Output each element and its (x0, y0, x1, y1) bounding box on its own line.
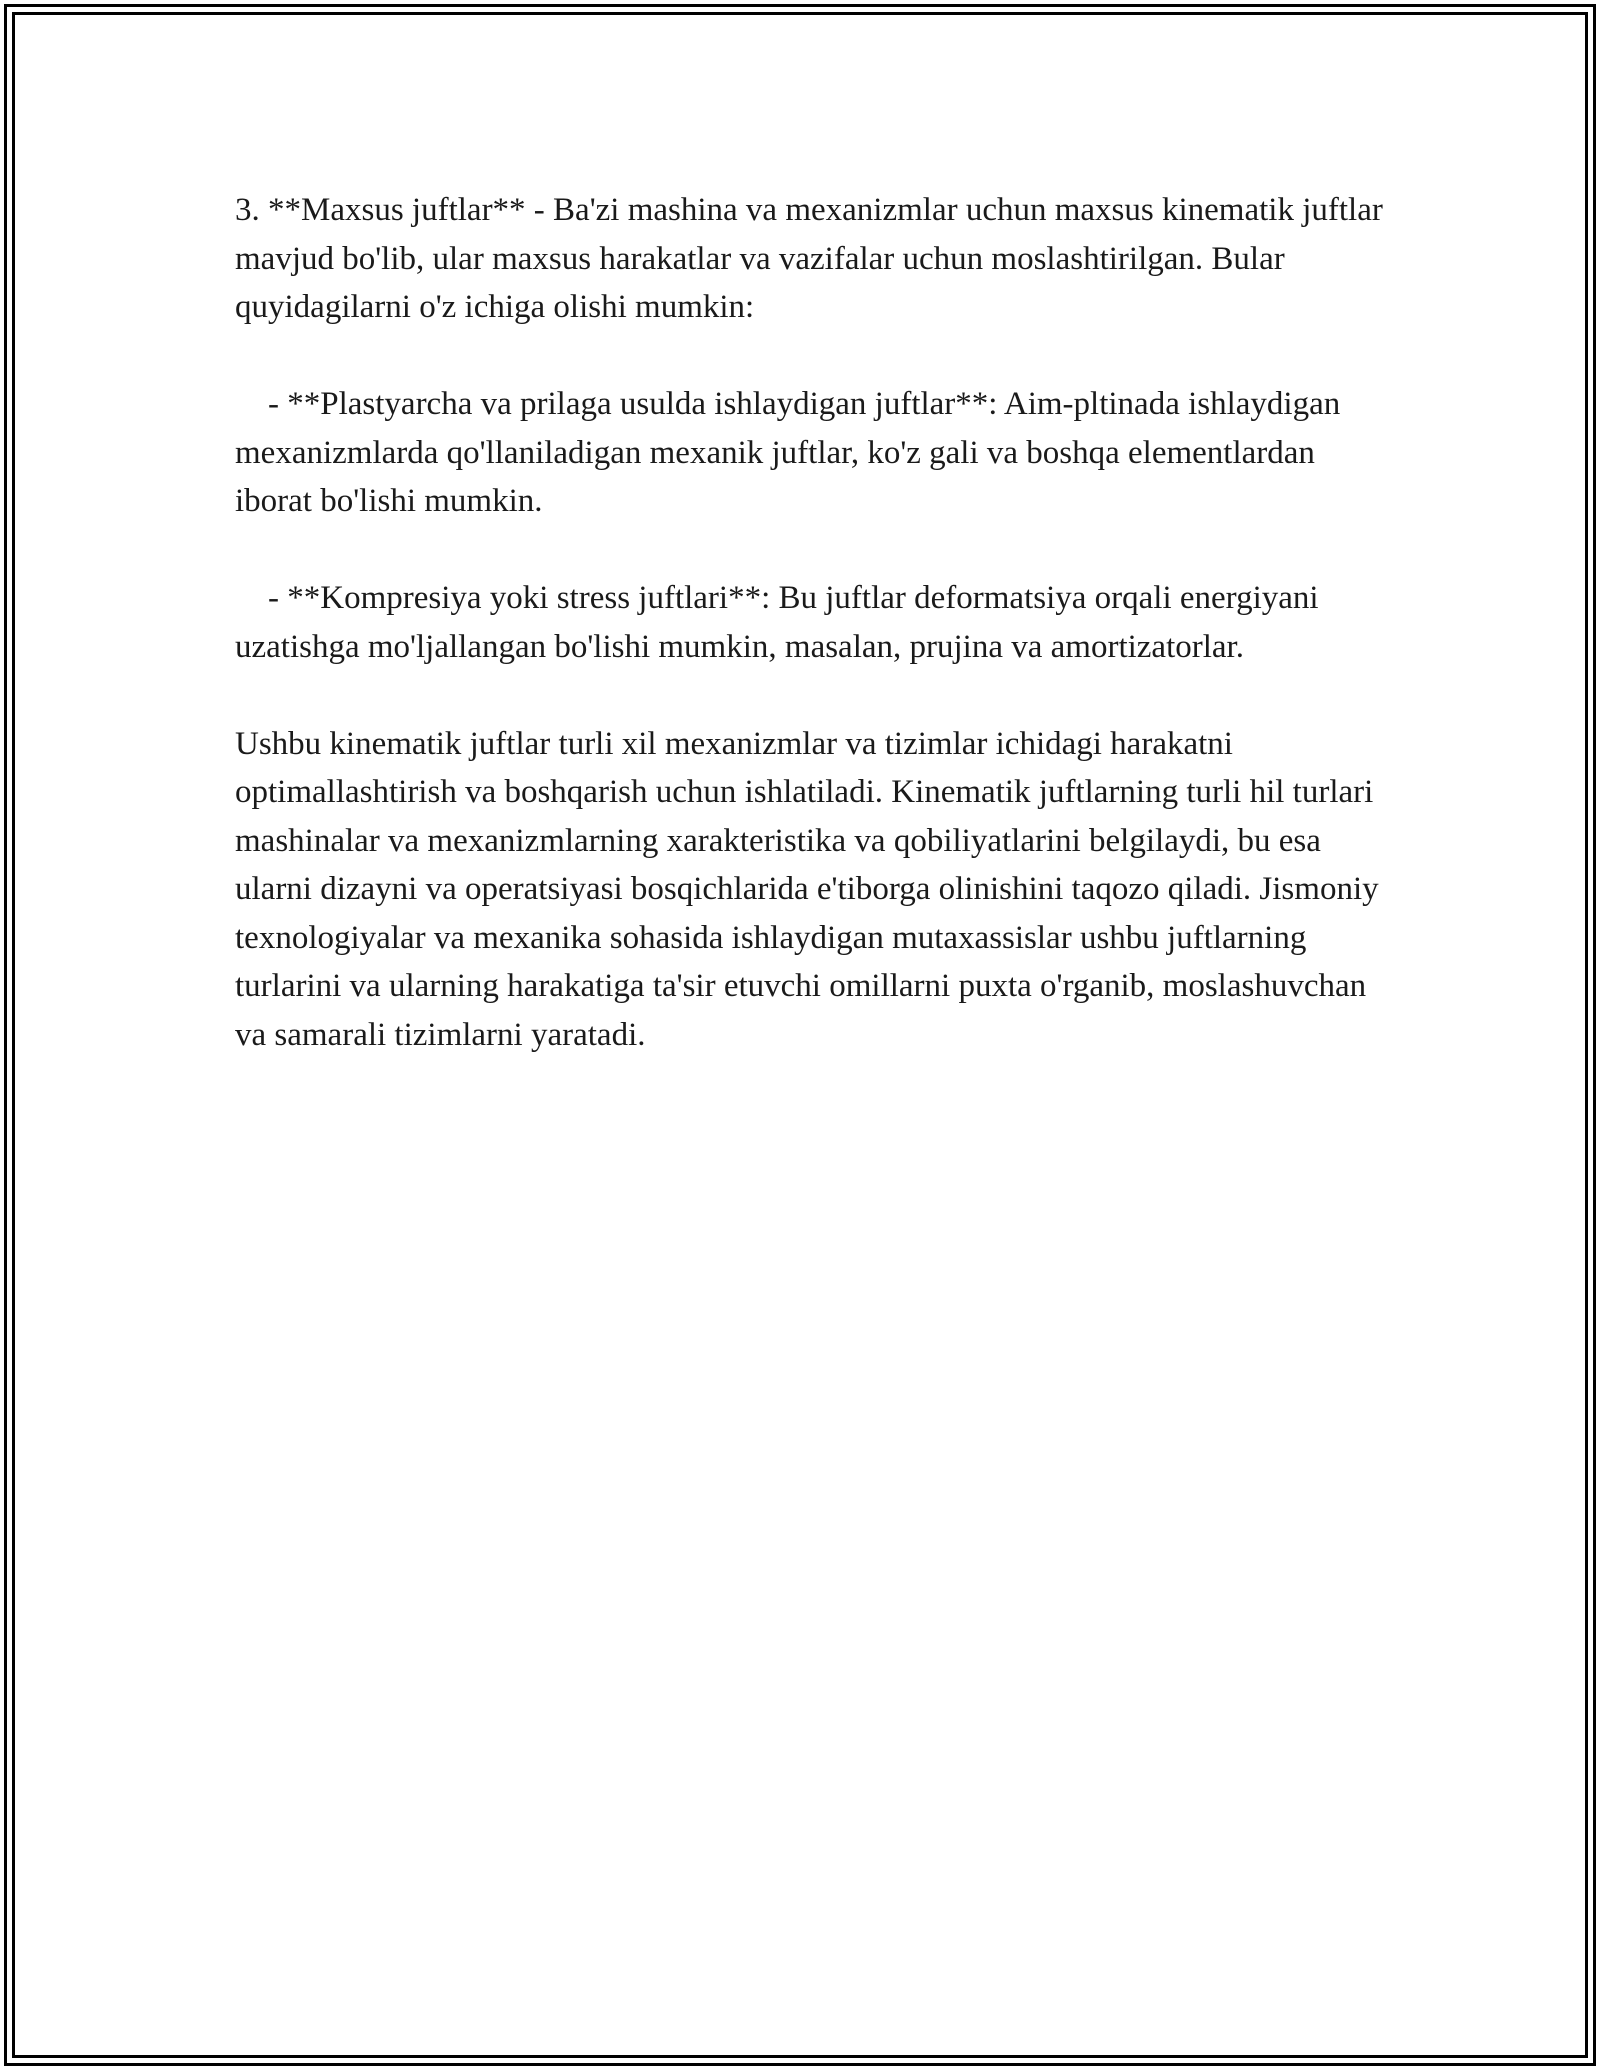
paragraph-plastyarcha-pairs: - **Plastyarcha va prilaga usulda ishlaydigan juftlar**: Aim-pltinada ishlaydigan mexanizmlarda qo'llaniladigan mexanik juftlar, ko'z gali va boshqa elementlardan iborat bo'lishi mumkin. (235, 386, 1349, 519)
paragraph-special-pairs: 3. **Maxsus juftlar** - Ba'zi mashina va mexanizmlar uchun maxsus kinematik juftlar mavjud bo'lib, ular maxsus harakatlar va vazifalar uchun moslashtirilgan. Bular quyidagilarni o'z ichiga olishi mumkin: (235, 192, 1392, 325)
document-body (235, 186, 1392, 1059)
paragraph-compression-pairs: - **Kompresiya yoki stress juftlari**: Bu juftlar deformatsiya orqali energiyani uzatishga mo'ljallangan bo'lishi mumkin, masalan, prujina va amortizatorlar. (235, 580, 1327, 665)
paragraph-conclusion: Ushbu kinematik juftlar turli xil mexanizmlar va tizimlar ichidagi harakatni optimallashtirish va boshqarish uchun ishlatiladi. Kinematik juftlarning turli hil turlari mashinalar va mexanizmlarning xarakteristika va qobiliyatlarini belgilaydi, bu esa ularni dizayni va operatsiyasi bosqichlarida e'tiborga olinishini taqozo qiladi. Jismoniy texnologiyalar va mexanika sohasida ishlaydigan mutaxassislar ushbu juftlarning turlarini va ularning harakatiga ta'sir etuvchi omillarni puxta o'rganib, moslashuvchan va samarali tizimlarni yaratadi. (235, 725, 1387, 1053)
